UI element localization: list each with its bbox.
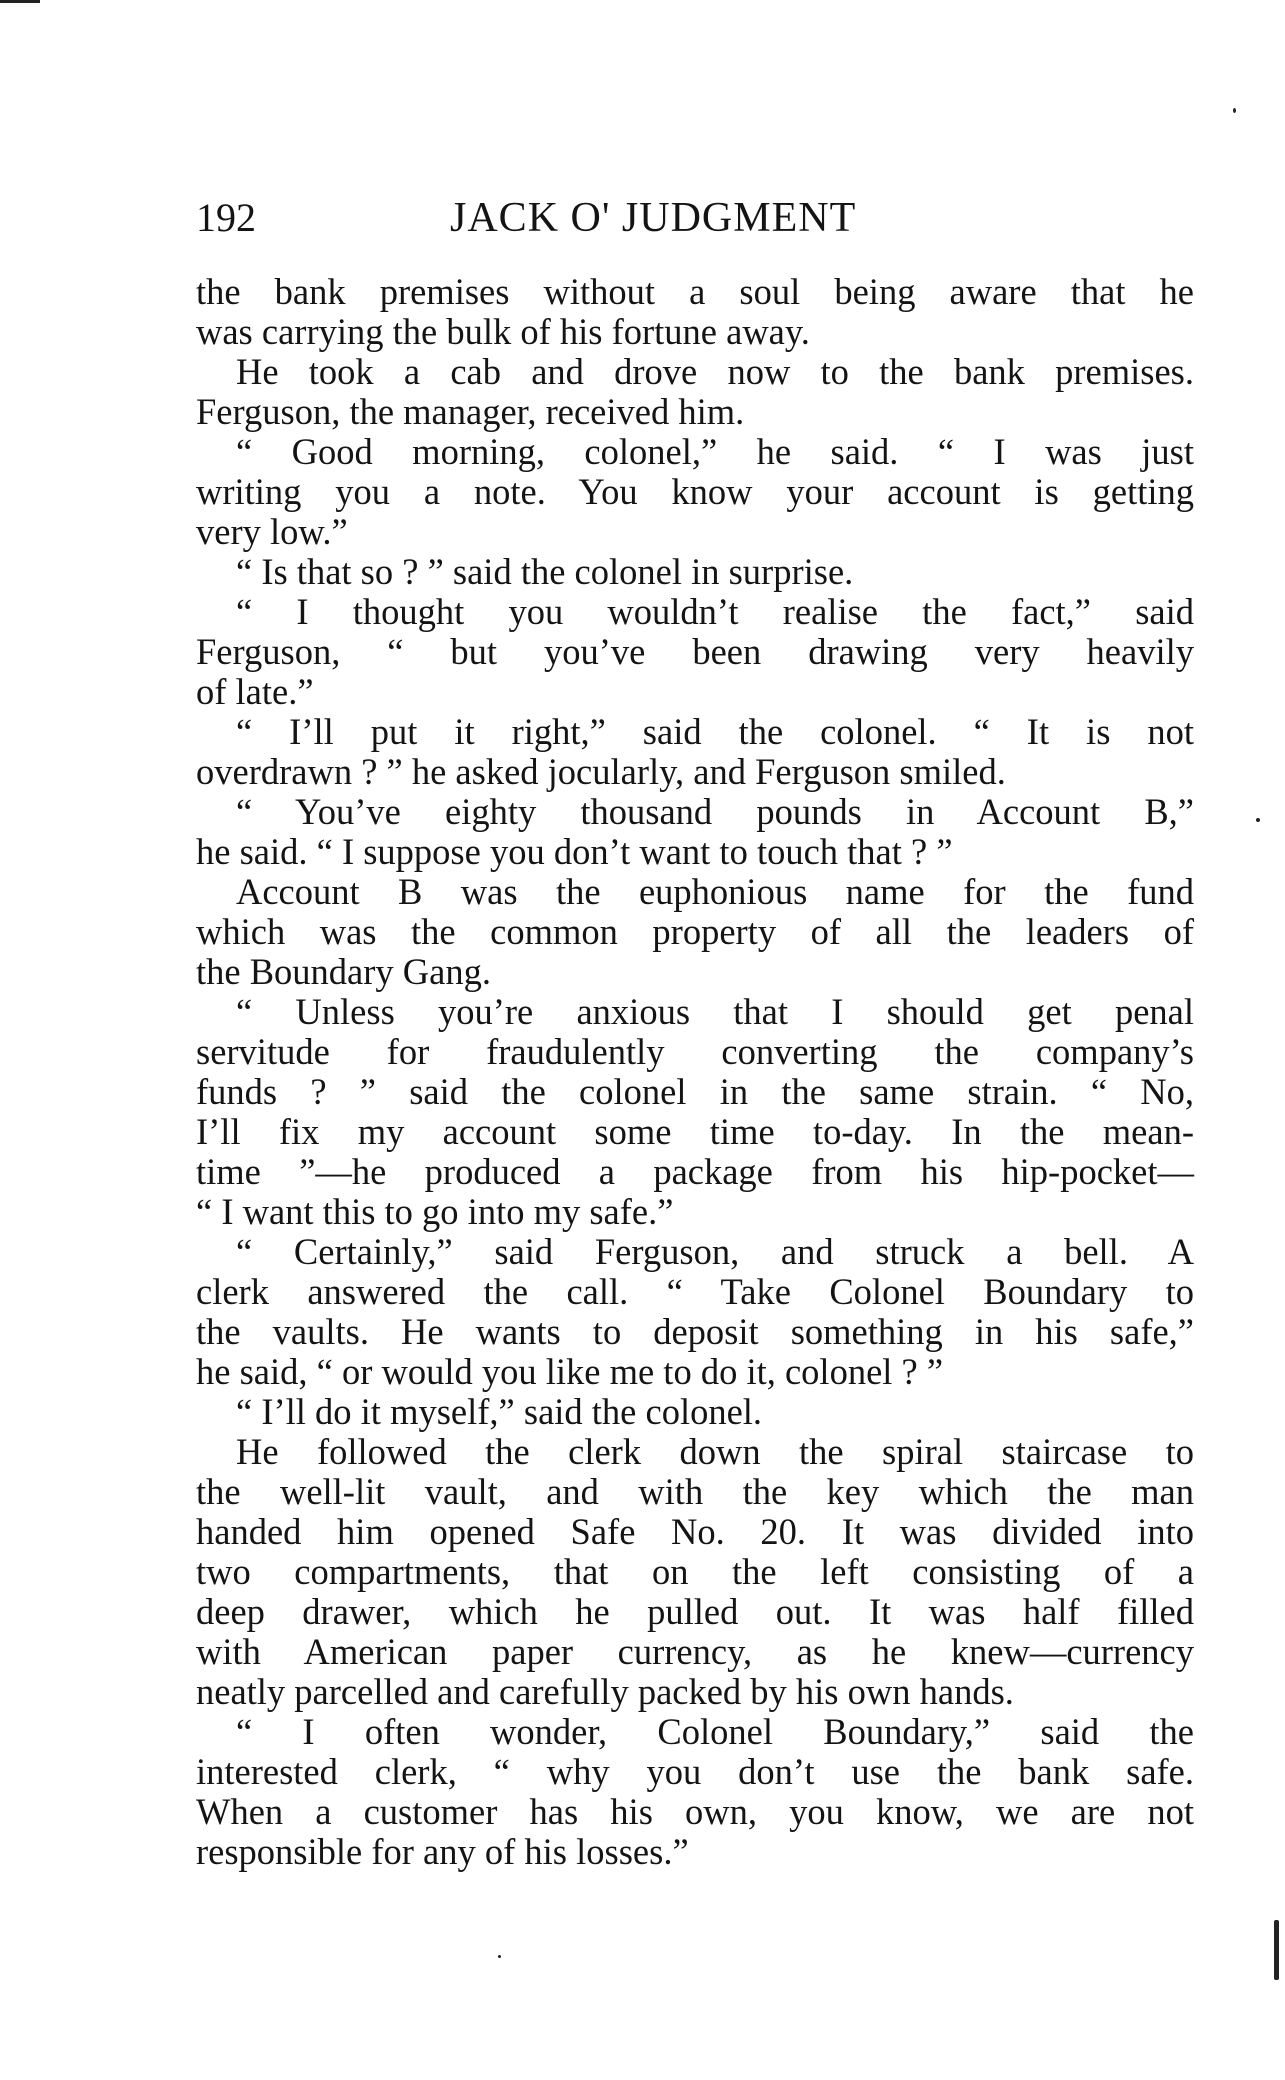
text-line: responsible for any of his losses.”: [196, 1831, 689, 1872]
running-head: JACK O' JUDGMENT: [450, 195, 857, 241]
text-line: Account B was the euphonious name for the fund: [236, 871, 1194, 912]
page-number: 192: [196, 195, 256, 240]
text-line: Ferguson, the manager, received him.: [196, 391, 745, 432]
text-line: funds ? ” said the colonel in the same strain. “ No,: [196, 1071, 1194, 1112]
text-line: with American paper currency, as he knew—currency: [196, 1631, 1194, 1672]
text-line: two compartments, that on the left consisting of a: [196, 1551, 1194, 1592]
text-line: he said, “ or would you like me to do it, colonel ? ”: [196, 1351, 944, 1392]
text-line: “ Good morning, colonel,” he said. “ I was just: [236, 431, 1194, 472]
text-line: He followed the clerk down the spiral staircase to: [236, 1431, 1194, 1472]
text-line: “ Is that so ? ” said the colonel in surprise.: [236, 551, 854, 592]
scan-speck: [1233, 108, 1236, 113]
text-line: “ I’ll put it right,” said the colonel. “ It is not: [236, 711, 1194, 752]
text-line: he said. “ I suppose you don’t want to touch that ? ”: [196, 831, 953, 872]
scan-speck: [1256, 818, 1260, 822]
text-line: I’ll fix my account some time to-day. In the mean-: [196, 1111, 1194, 1152]
text-line: handed him opened Safe No. 20. It was divided into: [196, 1511, 1194, 1552]
text-line: overdrawn ? ” he asked jocularly, and Ferguson smiled.: [196, 751, 1006, 792]
text-line: Ferguson, “ but you’ve been drawing very heavily: [196, 631, 1194, 672]
text-line: “ Certainly,” said Ferguson, and struck a bell. A: [236, 1231, 1194, 1272]
text-line: clerk answered the call. “ Take Colonel Boundary to: [196, 1271, 1194, 1312]
text-line: “ I want this to go into my safe.”: [196, 1191, 674, 1232]
scan-speck: [1274, 1920, 1279, 1980]
text-line: very low.”: [196, 511, 348, 552]
body-text: [196, 272, 1194, 1872]
text-line: servitude for fraudulently converting the company’s: [196, 1031, 1194, 1072]
text-line: “ You’ve eighty thousand pounds in Account B,”: [236, 791, 1194, 832]
text-line: writing you a note. You know your account is getting: [196, 471, 1194, 512]
text-line: which was the common property of all the leaders of: [196, 911, 1194, 952]
text-line: “ I often wonder, Colonel Boundary,” said the: [236, 1711, 1194, 1752]
scan-speck: [498, 1955, 501, 1958]
text-line: time ”—he produced a package from his hip-pocket—: [196, 1151, 1194, 1192]
text-line: of late.”: [196, 671, 314, 712]
text-line: the Boundary Gang.: [196, 951, 491, 992]
text-line: neatly parcelled and carefully packed by his own hands.: [196, 1671, 1014, 1712]
text-line: the bank premises without a soul being aware that he: [196, 271, 1194, 312]
text-line: the vaults. He wants to deposit something in his safe,”: [196, 1311, 1194, 1352]
text-line: When a customer has his own, you know, we are not: [196, 1791, 1194, 1832]
text-line: the well-lit vault, and with the key which the man: [196, 1471, 1194, 1512]
text-line: “ I’ll do it myself,” said the colonel.: [236, 1391, 763, 1432]
text-line: He took a cab and drove now to the bank premises.: [236, 351, 1194, 392]
text-line: interested clerk, “ why you don’t use the bank safe.: [196, 1751, 1194, 1792]
text-line: “ I thought you wouldn’t realise the fact,” said: [236, 591, 1194, 632]
scan-speck: [0, 0, 40, 3]
page-header: [196, 190, 1196, 246]
text-line: “ Unless you’re anxious that I should get penal: [236, 991, 1194, 1032]
text-line: deep drawer, which he pulled out. It was half filled: [196, 1591, 1194, 1632]
text-line: was carrying the bulk of his fortune away.: [196, 311, 810, 352]
